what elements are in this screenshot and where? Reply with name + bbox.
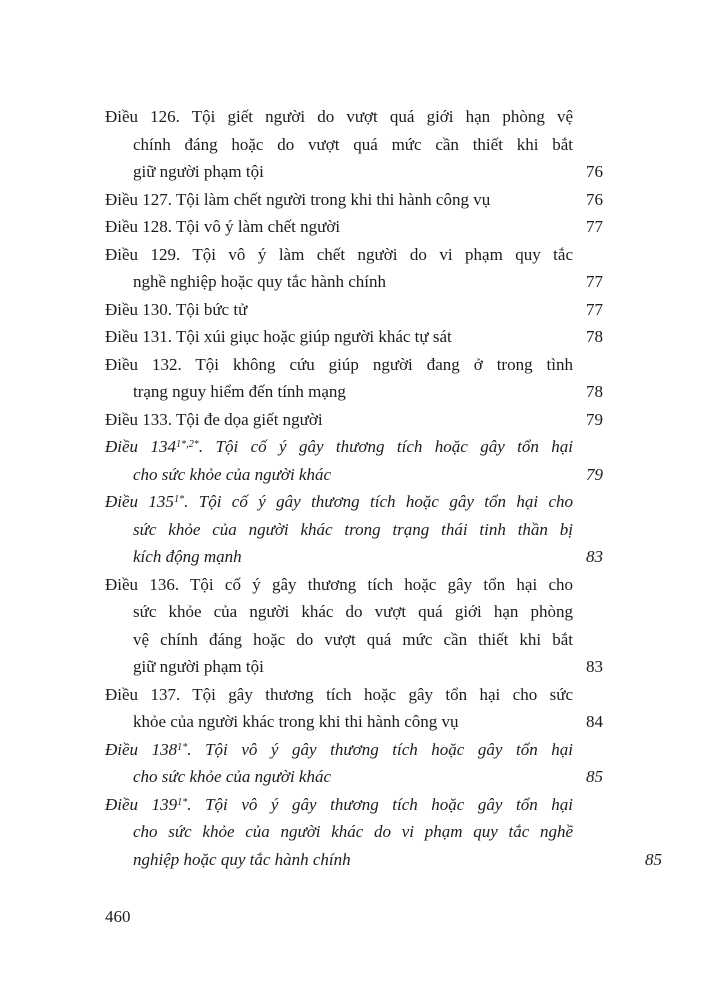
toc-entry-line: cho sức khỏe của người khác [133, 464, 332, 484]
toc-page-number: 78 [586, 382, 603, 401]
toc-entry-line: vệ chính đáng hoặc do vượt quá mức cần thiết khi bắt [133, 629, 573, 649]
toc-page-number: 78 [586, 327, 603, 346]
toc-entry-line: Điều 136. Tội cố ý gây thương tích hoặc gây tổn hại cho [105, 574, 573, 594]
toc-entry [105, 488, 603, 571]
toc-entry-line: Điều 129. Tội vô ý làm chết người do vi phạm quy tắc [105, 244, 573, 264]
toc-entry-line: cho sức khỏe của người khác [133, 767, 332, 786]
amendment-superscript: 1* [177, 796, 188, 808]
toc-page-number: 83 [586, 657, 603, 676]
toc-page-number: 76 [586, 189, 603, 209]
toc-page-number: 84 [586, 712, 603, 731]
toc-entry [105, 241, 603, 296]
toc-entry-line: khỏe của người khác trong khi thi hành công vụ [133, 712, 459, 731]
toc-entry-line: Điều $139^{1*}$. Tội vô ý gây thương tích hoặc gây tổn hại [105, 794, 573, 814]
toc-entry [105, 406, 603, 434]
toc-page-number: 79 [586, 464, 603, 484]
amendment-superscript: 1* [177, 741, 188, 753]
toc-entry-line: giữ người phạm tội [133, 657, 264, 676]
toc-page-number: 77 [586, 217, 603, 236]
toc-entry-line: Điều 128. Tội vô ý làm chết người [105, 217, 341, 236]
toc-entry-line: Điều 127. Tội làm chết người trong khi thi hành công vụ [105, 189, 491, 209]
toc-entry-line: trạng nguy hiểm đến tính mạng [133, 382, 346, 401]
toc-page-number: 85 [645, 849, 662, 869]
toc-page-number: 76 [586, 162, 603, 181]
amendment-superscript: 1* [173, 494, 185, 506]
toc-entry [105, 103, 603, 186]
toc-entry [105, 571, 603, 681]
toc-page-number: 77 [586, 299, 603, 319]
toc-entry-line: sức khỏe của người khác do vượt quá giới hạn phòng [133, 602, 573, 621]
toc-entry-line: Điều 131. Tội xúi giục hoặc giúp người khác tự sát [105, 327, 452, 346]
footer-page-number: 460 [105, 907, 131, 926]
toc-entry-line: Điều 133. Tội đe dọa giết người [105, 409, 323, 429]
toc-entry [105, 213, 603, 241]
toc-page-number: 79 [586, 409, 603, 429]
toc-entry-line: kích động mạnh [133, 547, 242, 566]
toc-entry [105, 791, 662, 874]
toc-entry-line: chính đáng hoặc do vượt quá mức cần thiết khi bắt [133, 134, 573, 154]
toc-entry [105, 351, 603, 406]
toc-entry-line: Điều $135^{1*}$. Tội cố ý gây thương tích hoặc gây tổn hại cho [105, 492, 573, 511]
toc-entry-line: Điều 137. Tội gây thương tích hoặc gây tổn hại cho sức [105, 684, 573, 704]
toc-page-number: 85 [586, 767, 603, 786]
toc-entry [105, 296, 603, 324]
amendment-superscript: 1*,2* [175, 439, 199, 451]
toc-list [105, 103, 662, 873]
toc-entry-line: sức khỏe của người khác trong trạng thái tinh thần bị [133, 519, 573, 539]
toc-entry-line: Điều 130. Tội bức tử [105, 299, 248, 319]
toc-entry-line: nghề nghiệp hoặc quy tắc hành chính [133, 272, 387, 291]
toc-entry [105, 186, 603, 214]
toc-entry-line: Điều $138^{1*}$. Tội vô ý gây thương tích hoặc gây tổn hại [105, 739, 573, 759]
toc-entry-line: nghiệp hoặc quy tắc hành chính [133, 849, 351, 869]
toc-entry-line: Điều 126. Tội giết người do vượt quá giới hạn phòng vệ [105, 107, 573, 126]
toc-entry-line: giữ người phạm tội [133, 162, 264, 181]
toc-page-number: 83 [586, 547, 603, 566]
table-of-contents [105, 103, 662, 931]
toc-entry [105, 433, 603, 488]
toc-entry-line: cho sức khỏe của người khác do vi phạm quy tắc nghề [133, 822, 573, 841]
toc-entry-line: Điều $134^{1*,2*}$. Tội cố ý gây thương tích hoặc gây tổn hại [105, 437, 573, 456]
toc-entry [105, 736, 603, 791]
toc-entry [105, 323, 603, 351]
toc-page-number: 77 [586, 272, 603, 291]
toc-entry-line: Điều 132. Tội không cứu giúp người đang ở trong tình [105, 354, 573, 374]
toc-entry [105, 681, 603, 736]
